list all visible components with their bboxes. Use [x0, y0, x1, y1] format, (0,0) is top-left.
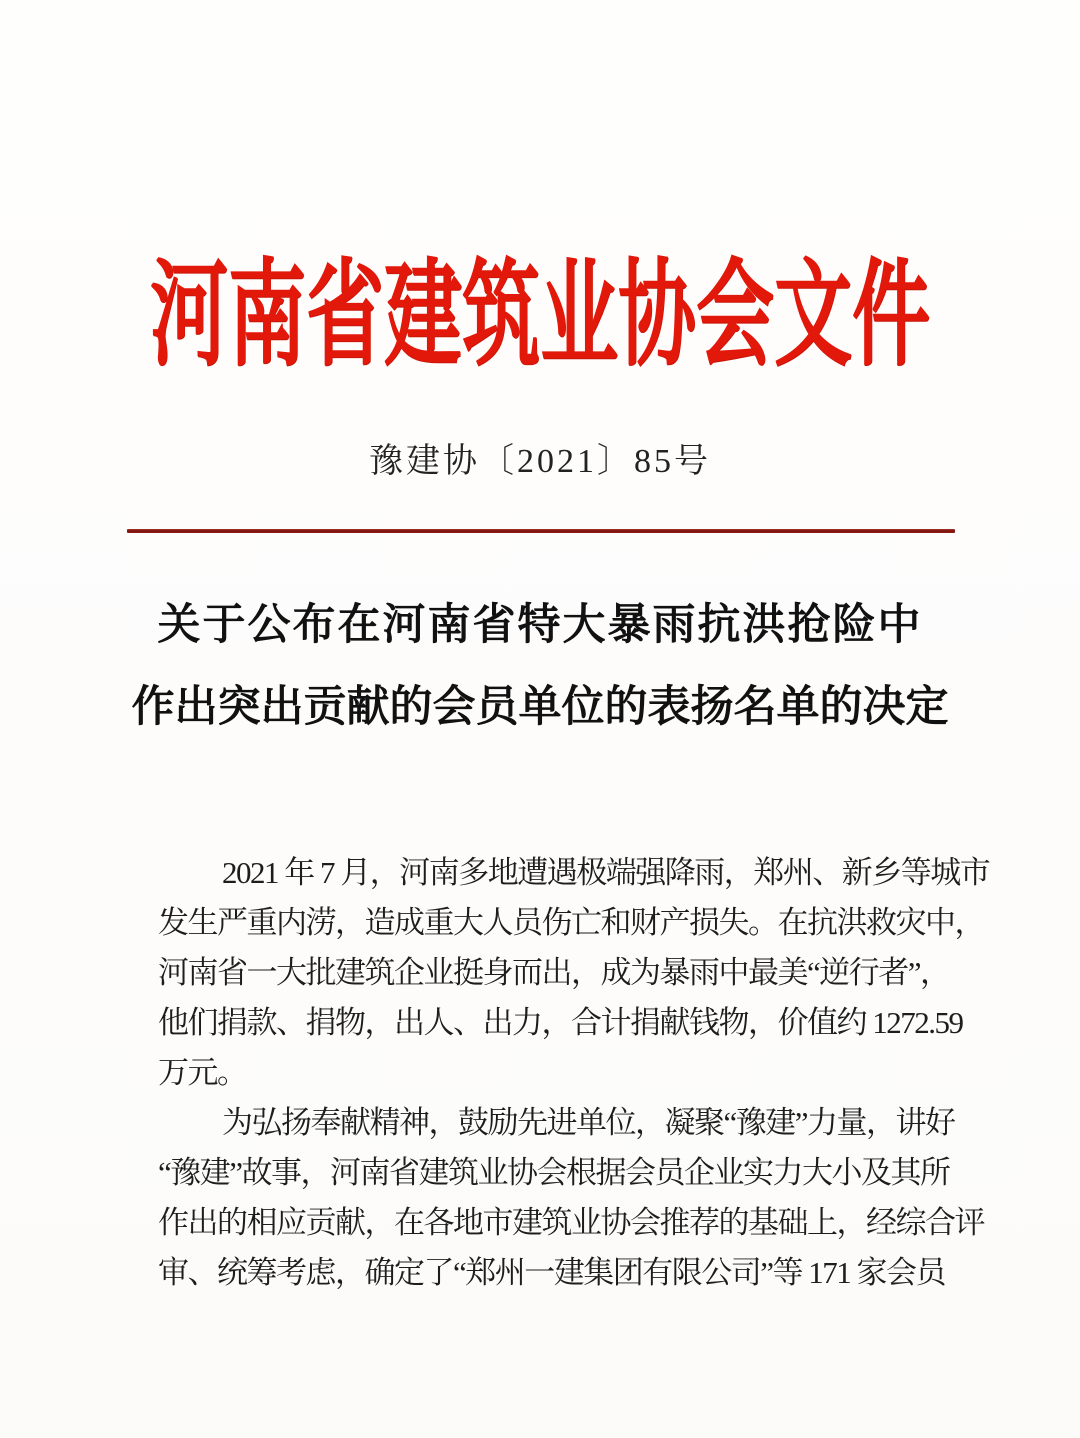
body-line: 2021 年 7 月，河南多地遭遇极端强降雨，郑州、新乡等城市 — [222, 855, 990, 890]
body-line: 为弘扬奉献精神，鼓励先进单位，凝聚“豫建”力量，讲好 — [222, 1105, 955, 1140]
document-title-line-1: 关于公布在河南省特大暴雨抗洪抢险中 — [157, 602, 923, 649]
masthead-title: 河南省建筑业协会文件 — [149, 250, 930, 380]
document-body — [158, 848, 990, 1298]
red-separator-line — [127, 529, 955, 533]
body-line: “豫建”故事，河南省建筑业协会根据会员企业实力大小及其所 — [158, 1155, 950, 1190]
body-line: 他们捐款、捐物，出人、出力，合计捐献钱物，价值约 1272.59 — [158, 1005, 963, 1040]
body-line: 万元。 — [158, 1055, 247, 1090]
body-line: 河南省一大批建筑企业挺身而出，成为暴雨中最美“逆行者”， — [158, 955, 950, 990]
body-line: 发生严重内涝，造成重大人员伤亡和财产损失。在抗洪救灾中， — [158, 905, 984, 940]
document-title-line-2: 作出突出贡献的会员单位的表扬名单的决定 — [131, 684, 949, 731]
body-line: 作出的相应贡献，在各地市建筑业协会推荐的基础上，经综合评 — [158, 1205, 984, 1240]
document-number: 豫建协〔2021〕85号 — [369, 443, 711, 480]
body-line: 审、统筹考虑，确定了“郑州一建集团有限公司”等 171 家会员 — [158, 1255, 946, 1290]
